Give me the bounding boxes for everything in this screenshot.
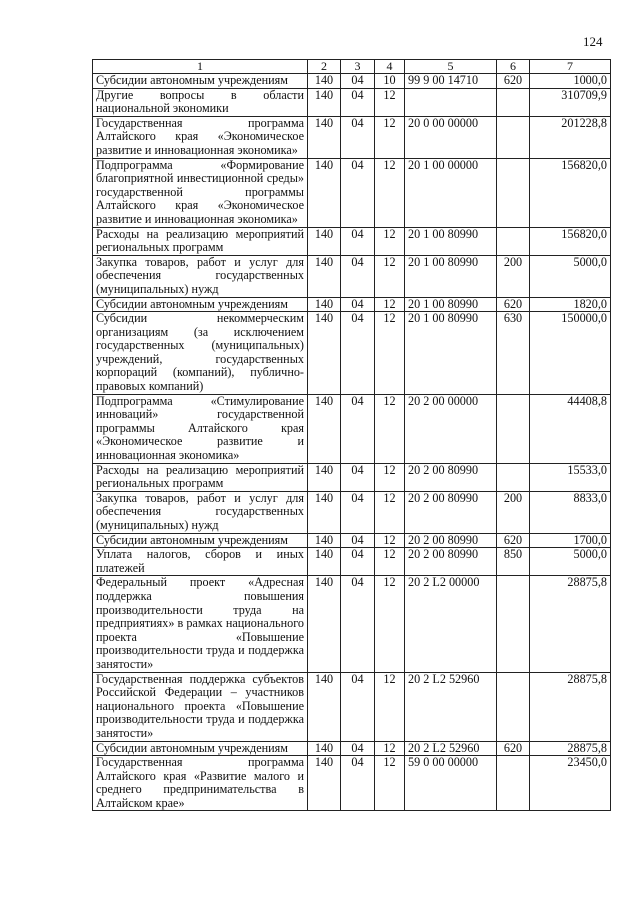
row-amount: 8833,0: [530, 491, 611, 533]
table-row: [93, 227, 611, 255]
row-target-article: 20 2 00 80990: [405, 548, 497, 576]
row-section-code: 04: [341, 548, 375, 576]
row-name: Уплата налогов, сборов и иных платежей: [93, 548, 308, 576]
row-name: Государственная поддержка субъектов Российской Федерации – участников национального проекта «Повышение производительности труда и поддержка занятости»: [93, 672, 308, 741]
table-row: [93, 672, 611, 741]
row-name: Подпрограмма «Формирование благоприятной инвестиционной среды» государственной программы Алтайского края «Экономическое развитие и инновационная экономика»: [93, 158, 308, 227]
row-ministry-code: 140: [308, 533, 341, 548]
row-amount: 1820,0: [530, 297, 611, 312]
row-target-article: 99 9 00 14710: [405, 74, 497, 89]
column-header-4: 4: [375, 60, 405, 74]
row-name: Государственная программа Алтайского края «Развитие малого и среднего предпринимательства в Алтайском крае»: [93, 756, 308, 811]
row-amount: 1700,0: [530, 533, 611, 548]
row-subsection-code: 12: [375, 297, 405, 312]
row-target-article: 20 1 00 80990: [405, 312, 497, 395]
row-section-code: 04: [341, 158, 375, 227]
row-section-code: 04: [341, 491, 375, 533]
header-row: [93, 60, 611, 74]
row-expense-type: 200: [497, 255, 530, 297]
row-ministry-code: 140: [308, 297, 341, 312]
row-target-article: [405, 88, 497, 116]
table-row: [93, 74, 611, 89]
row-subsection-code: 12: [375, 88, 405, 116]
row-subsection-code: 12: [375, 576, 405, 672]
row-target-article: 20 0 00 00000: [405, 116, 497, 158]
row-expense-type: [497, 158, 530, 227]
row-section-code: 04: [341, 672, 375, 741]
row-section-code: 04: [341, 533, 375, 548]
row-expense-type: [497, 227, 530, 255]
row-expense-type: 200: [497, 491, 530, 533]
row-amount: 310709,9: [530, 88, 611, 116]
row-expense-type: 620: [497, 297, 530, 312]
row-ministry-code: 140: [308, 394, 341, 463]
row-ministry-code: 140: [308, 491, 341, 533]
row-expense-type: [497, 116, 530, 158]
row-name: Субсидии автономным учреждениям: [93, 297, 308, 312]
row-target-article: 20 2 00 80990: [405, 491, 497, 533]
row-subsection-code: 12: [375, 116, 405, 158]
row-section-code: 04: [341, 741, 375, 756]
row-target-article: 20 2 L2 00000: [405, 576, 497, 672]
row-target-article: 20 1 00 80990: [405, 297, 497, 312]
row-amount: 15533,0: [530, 463, 611, 491]
table-row: [93, 756, 611, 811]
row-target-article: 59 0 00 00000: [405, 756, 497, 811]
row-name: Расходы на реализацию мероприятий региональных программ: [93, 463, 308, 491]
table-row: [93, 158, 611, 227]
row-ministry-code: 140: [308, 548, 341, 576]
row-expense-type: 620: [497, 74, 530, 89]
row-expense-type: [497, 394, 530, 463]
row-amount: 5000,0: [530, 548, 611, 576]
table-row: [93, 533, 611, 548]
row-target-article: 20 2 00 80990: [405, 533, 497, 548]
row-ministry-code: 140: [308, 576, 341, 672]
row-section-code: 04: [341, 394, 375, 463]
row-ministry-code: 140: [308, 672, 341, 741]
column-header-6: 6: [497, 60, 530, 74]
row-amount: 150000,0: [530, 312, 611, 395]
table-row: [93, 491, 611, 533]
row-expense-type: 620: [497, 533, 530, 548]
table-row: [93, 88, 611, 116]
row-ministry-code: 140: [308, 74, 341, 89]
row-subsection-code: 12: [375, 394, 405, 463]
row-section-code: 04: [341, 116, 375, 158]
row-subsection-code: 12: [375, 533, 405, 548]
row-target-article: 20 1 00 00000: [405, 158, 497, 227]
row-target-article: 20 2 00 80990: [405, 463, 497, 491]
row-expense-type: [497, 463, 530, 491]
row-ministry-code: 140: [308, 116, 341, 158]
row-subsection-code: 12: [375, 741, 405, 756]
row-section-code: 04: [341, 255, 375, 297]
row-ministry-code: 140: [308, 255, 341, 297]
table-row: [93, 576, 611, 672]
row-subsection-code: 12: [375, 756, 405, 811]
row-expense-type: [497, 756, 530, 811]
row-name: Субсидии автономным учреждениям: [93, 533, 308, 548]
row-name: Федеральный проект «Адресная поддержка повышения производительности труда на предприятиях» в рамках национального проекта «Повышение производительности труда и поддержка занятости»: [93, 576, 308, 672]
table-row: [93, 116, 611, 158]
row-target-article: 20 2 L2 52960: [405, 741, 497, 756]
row-section-code: 04: [341, 312, 375, 395]
row-target-article: 20 1 00 80990: [405, 227, 497, 255]
row-subsection-code: 12: [375, 463, 405, 491]
row-amount: 28875,8: [530, 576, 611, 672]
row-name: Расходы на реализацию мероприятий региональных программ: [93, 227, 308, 255]
column-header-1: 1: [93, 60, 308, 74]
row-name: Подпрограмма «Стимулирование инноваций» государственной программы Алтайского края «Экономическое развитие и инновационная экономика»: [93, 394, 308, 463]
row-section-code: 04: [341, 463, 375, 491]
row-name: Субсидии автономным учреждениям: [93, 741, 308, 756]
row-name: Субсидии автономным учреждениям: [93, 74, 308, 89]
column-header-5: 5: [405, 60, 497, 74]
row-section-code: 04: [341, 297, 375, 312]
row-ministry-code: 140: [308, 756, 341, 811]
row-name: Субсидии некоммерческим организациям (за исключением государственных (муниципальных) учреждений, государственных корпораций (компаний), публично-правовых компаний): [93, 312, 308, 395]
row-name: Закупка товаров, работ и услуг для обеспечения государственных (муниципальных) нужд: [93, 491, 308, 533]
row-ministry-code: 140: [308, 88, 341, 116]
row-ministry-code: 140: [308, 158, 341, 227]
row-amount: 28875,8: [530, 672, 611, 741]
row-amount: 23450,0: [530, 756, 611, 811]
row-section-code: 04: [341, 227, 375, 255]
row-name: Закупка товаров, работ и услуг для обеспечения государственных (муниципальных) нужд: [93, 255, 308, 297]
row-expense-type: 620: [497, 741, 530, 756]
row-section-code: 04: [341, 88, 375, 116]
row-ministry-code: 140: [308, 227, 341, 255]
row-section-code: 04: [341, 576, 375, 672]
row-subsection-code: 12: [375, 548, 405, 576]
row-amount: 156820,0: [530, 158, 611, 227]
row-amount: 28875,8: [530, 741, 611, 756]
row-subsection-code: 12: [375, 312, 405, 395]
row-amount: 5000,0: [530, 255, 611, 297]
row-subsection-code: 10: [375, 74, 405, 89]
row-name: Государственная программа Алтайского края «Экономическое развитие и инновационная экономика»: [93, 116, 308, 158]
row-subsection-code: 12: [375, 158, 405, 227]
page-number: 124: [583, 34, 603, 49]
row-expense-type: [497, 672, 530, 741]
row-amount: 156820,0: [530, 227, 611, 255]
table-row: [93, 312, 611, 395]
row-target-article: 20 1 00 80990: [405, 255, 497, 297]
table-row: [93, 255, 611, 297]
column-header-3: 3: [341, 60, 375, 74]
column-header-7: 7: [530, 60, 611, 74]
row-subsection-code: 12: [375, 672, 405, 741]
row-ministry-code: 140: [308, 741, 341, 756]
column-header-2: 2: [308, 60, 341, 74]
table-row: [93, 297, 611, 312]
row-subsection-code: 12: [375, 491, 405, 533]
row-expense-type: [497, 88, 530, 116]
row-target-article: 20 2 00 00000: [405, 394, 497, 463]
table-row: [93, 463, 611, 491]
table-row: [93, 394, 611, 463]
row-expense-type: 850: [497, 548, 530, 576]
row-expense-type: 630: [497, 312, 530, 395]
row-section-code: 04: [341, 74, 375, 89]
row-ministry-code: 140: [308, 312, 341, 395]
row-amount: 44408,8: [530, 394, 611, 463]
row-expense-type: [497, 576, 530, 672]
row-subsection-code: 12: [375, 255, 405, 297]
table-row: [93, 548, 611, 576]
row-amount: 201228,8: [530, 116, 611, 158]
row-ministry-code: 140: [308, 463, 341, 491]
row-name: Другие вопросы в области национальной экономики: [93, 88, 308, 116]
row-section-code: 04: [341, 756, 375, 811]
row-amount: 1000,0: [530, 74, 611, 89]
table-row: [93, 741, 611, 756]
row-target-article: 20 2 L2 52960: [405, 672, 497, 741]
budget-table: [92, 59, 611, 811]
row-subsection-code: 12: [375, 227, 405, 255]
